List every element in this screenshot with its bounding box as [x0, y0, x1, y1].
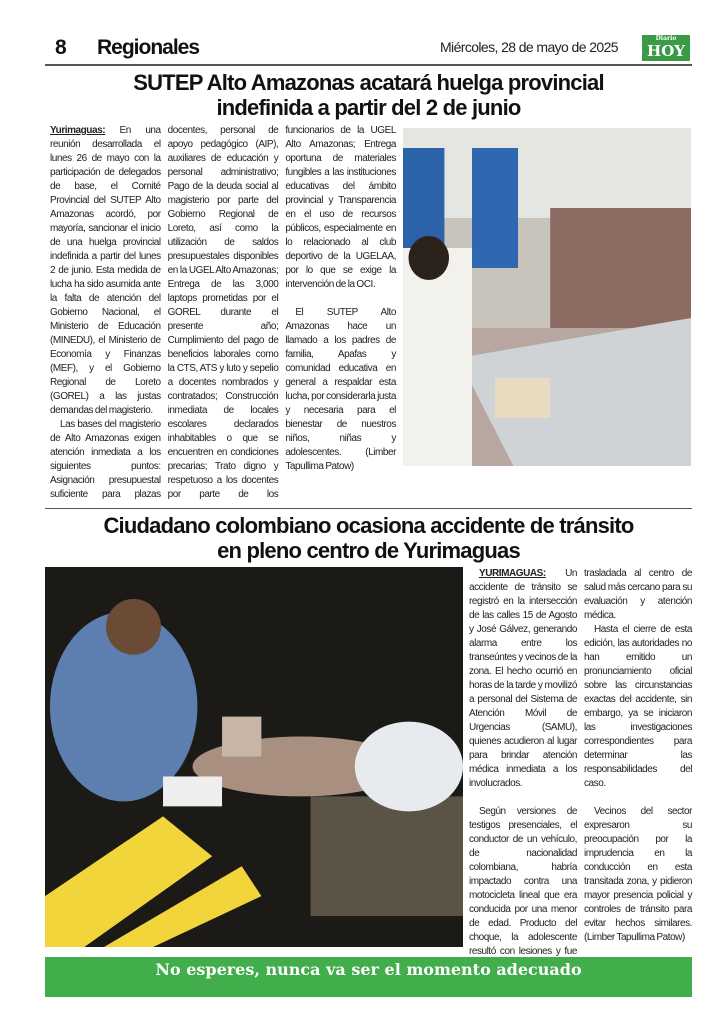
section-divider: [45, 508, 692, 509]
header-rule: [45, 64, 692, 66]
logo-big-text: HOY: [647, 42, 685, 60]
accident-photo: [45, 567, 463, 947]
section-title: Regionales: [97, 36, 200, 59]
article2-body: [469, 567, 692, 959]
article2-paragraph: [469, 567, 577, 791]
article1-body: [50, 124, 396, 502]
headline-line: indefinida a partir del 2 de junio: [216, 95, 521, 120]
banner-text: No esperes, nunca va ser el momento adecuado: [155, 960, 582, 979]
article2-headline: [45, 513, 692, 563]
headline-line: Ciudadano colombiano ocasiona accidente de tránsito: [103, 513, 634, 538]
article1-paragraph: El SUTEP Alto Amazonas hace un llamado a los padres de familia, Apafas y comunidad educativa en general a respaldar esta lucha, por considerarla justa y necesaria para el bienestar de nuestros niños, niñas y adolescentes. (Limber Tapullima Patow): [285, 307, 396, 472]
article2-paragraph: Vecinos del sector expresaron su preocupación por la imprudencia en la conducción en esta transitada zona, y pidieron mayor presencia policial y controles de tránsito para evitar hechos similares. (Limber Tapullima Patow): [584, 806, 692, 943]
article2-paragraph: Según versiones de testigos presenciales, el conductor de un vehículo, de nacionalidad colombiana, habría impactado contra una motocicleta lineal que era conducida por una menor de edad. Producto del choque, la adolescente resultó con lesiones y fue trasladada al centro de salud más cercano para su evaluación y atención médica.: [469, 568, 692, 957]
article1-headline: [45, 70, 692, 120]
paragraph-text: En una reunión desarrollada el lunes 26 de mayo con la participación de delegados de base, el Comité Provincial del SUTEP Alto Amazonas acordó, por mayoría, sancionar el inicio de una huelga provincial indefinida a partir del lunes 2 de junio. Esta medida de lucha ha sido asumida ante la falta de atención del Gobierno Nacional, el Ministerio de Educación (MINEDU), el Ministerio de Economía y Finanzas (MEF), y el Gobierno Regional de Loreto (GOREL) a las justas demandas del magisterio.: [50, 125, 161, 416]
article1-paragraph: [50, 124, 161, 418]
dateline: Yurimaguas:: [50, 125, 106, 136]
dateline: YURIMAGUAS:: [479, 568, 546, 579]
footer-banner: [45, 957, 692, 997]
page-number: 8: [55, 36, 66, 59]
logo-small-text: Diario: [655, 35, 677, 42]
article1-paragraph: Las bases del magisterio de Alto Amazonas exigen atención inmediata a los siguientes puntos: Asignación presupuestal suficiente para plazas docentes, personal de apoyo pedagógico (AIP), auxiliares de educación y personal administrativo; Pago de la deuda social al magisterio por parte del Gobierno Regional de Loreto, así como la utilización de saldos presupuestales disponibles en la UGEL Alto Amazonas; Entrega de las 3,000 laptops prometidas por el GOREL durante el presente año; Cumplimiento del pago de beneficios laborales como la CTS, ATS y luto y sepelio a docentes nombrados y contratados; Construcción inmediata de locales escolares declarados inhabitables o que se encuentren en condiciones precarias; Trato digno y respetuoso a los docentes por parte de los funcionarios de la UGEL Alto Amazonas; Entrega oportuna de materiales fungibles a las instituciones educativas del ámbito provincial y Transparencia en el uso de recursos públicos, especialmente en lo relacionado al club deportivo de la UGELAA, por lo que se exige la intervención de la OCI.: [50, 125, 396, 500]
newspaper-logo: [642, 35, 690, 61]
paragraph-text: Un accidente de tránsito se registró en la intersección de las calles 15 de Agosto y José Gálvez, generando alarma entre los transeúntes y vecinos de la zona. El hecho ocurrió en horas de la tarde y movilizó a personal del Sistema de Atención Móvil de Urgencias (SAMU), quienes acudieron al lugar para brindar atención médica inmediata a los involucrados.: [469, 568, 577, 789]
headline-line: en pleno centro de Yurimaguas: [217, 538, 520, 563]
headline-line: SUTEP Alto Amazonas acatará huelga provincial: [133, 70, 604, 95]
issue-date: Miércoles, 28 de mayo de 2025: [440, 39, 618, 55]
article2-paragraph: Hasta el cierre de esta edición, las autoridades no han emitido un pronunciamiento oficial sobre las circunstancias exactas del accidente, sin embargo, ya se iniciaron las investigaciones correspondientes para determinar las responsabilidades del caso.: [584, 624, 692, 789]
assembly-photo: [403, 128, 691, 466]
